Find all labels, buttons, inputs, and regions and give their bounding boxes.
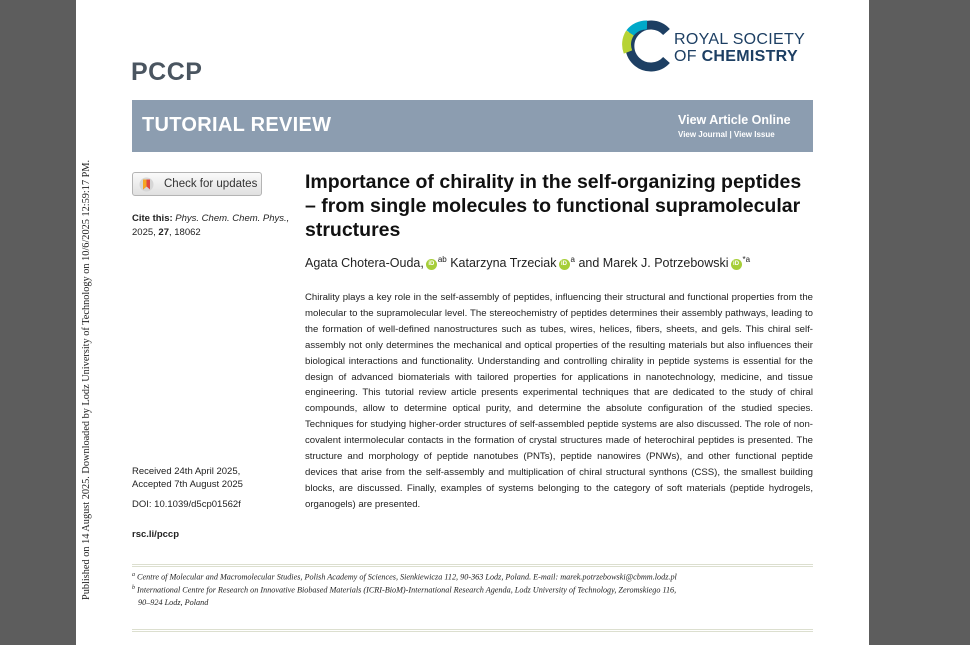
download-stamp: Published on 14 August 2025. Downloaded by Lodz University of Technology on 10/6/2025 12:59:17 PM.: [81, 159, 92, 600]
author-name[interactable]: Agata Chotera-Ouda,: [305, 256, 424, 271]
received-date: Received 24th April 2025,: [132, 466, 241, 477]
link-separator: |: [729, 130, 732, 139]
divider: [132, 564, 813, 567]
doi: DOI: 10.1039/d5cp01562f: [132, 499, 241, 510]
check-for-updates-button[interactable]: [132, 172, 262, 196]
orcid-icon[interactable]: iD: [426, 259, 437, 270]
author-connector: and: [578, 256, 600, 271]
section-title: TUTORIAL REVIEW: [142, 114, 332, 136]
view-issue-link[interactable]: View Issue: [733, 130, 775, 139]
publisher-line1: ROYAL SOCIETY: [674, 31, 806, 48]
divider: [132, 629, 813, 632]
journal-issue-links: [678, 130, 775, 139]
abstract: Chirality plays a key role in the self-assembly of peptides, influencing their structural and functional properties from the molecular to the supramolecular level. The stereochemistry of peptides determines their assembly pathways, leading to the formation of well-defined nanostructures such as tubes, wires, helices, fibers, sheets, and gels. This chiral self-assembly not only determines the mechanical and optical properties of the resulting materials but also influences their biological interactions and functionality. Understanding and controlling chirality in peptide systems is essential for the design of advanced biomaterials with tailored properties for applications in nanotechnology, medicine, and tissue engineering. This tutorial review article presents experimental techniques that are dedicated to the study of chiral compounds, allow to determine optical purity, and determine the absolute configuration of the studied species. Techniques for studying higher-order structures of self-assembled peptide systems are also discussed. The role of non-covalent intermolecular contacts in the formation of crystal structures made of heterochiral peptides is presented. The structure and morphology of peptide nanotubes (PNTs), peptide nanowires (PNWs), and other functional peptide devices that arise from the self-assembly and multiplication of chiral structural synthons (CSS), the smallest building blocks, are discussed. Finally, examples of systems belonging to the category of soft materials (peptide hydrogels, organogels) are presented.: [305, 292, 813, 510]
view-journal-link[interactable]: View Journal: [678, 130, 728, 139]
article-title: Importance of chirality in the self-organizing peptides – from single molecules to functional supramolecular structures: [305, 171, 802, 241]
author-affiliation: *a: [742, 255, 751, 264]
orcid-icon[interactable]: iD: [731, 259, 742, 270]
received-dates: [132, 466, 243, 491]
author-name[interactable]: Marek J. Potrzebowski: [602, 256, 729, 271]
footnote-b-continued: 90–924 Lodz, Poland: [138, 598, 209, 607]
author-affiliation: ab: [437, 255, 447, 264]
view-article-online-link[interactable]: View Article Online: [678, 113, 791, 127]
author-list: [305, 255, 750, 270]
journal-name: PCCP: [131, 58, 203, 86]
orcid-icon[interactable]: iD: [559, 259, 570, 270]
author-name[interactable]: Katarzyna Trzeciak: [450, 256, 557, 271]
crossmark-icon: [139, 177, 154, 192]
accepted-date: Accepted 7th August 2025: [132, 478, 243, 490]
check-updates-label: Check for updates: [164, 178, 258, 190]
author-affiliation: a: [570, 255, 575, 264]
footnote-b: $^b$ International Centre for Research on Innovative Biobased Materials (ICRI-BioM)-International Research Agenda, Lodz University of Technology, Zeromskiego 116,: [132, 585, 677, 595]
rsc-short-link[interactable]: rsc.li/pccp: [132, 529, 179, 540]
article-type-banner: [132, 100, 813, 152]
citation-block: Cite this: Phys. Chem. Chem. Phys., 2025, 27, 18062: [132, 213, 290, 238]
footnote-a: $^a$ Centre of Molecular and Macromolecular Studies, Polish Academy of Sciences, Sienkiewicza 112, 90-363 Lodz, Poland. E-mail: marek.potrzebowski@cbmm.lodz.pl: [132, 572, 677, 582]
rsc-logo-icon: [622, 18, 672, 74]
publisher-line2: OF CHEMISTRY: [674, 48, 798, 65]
